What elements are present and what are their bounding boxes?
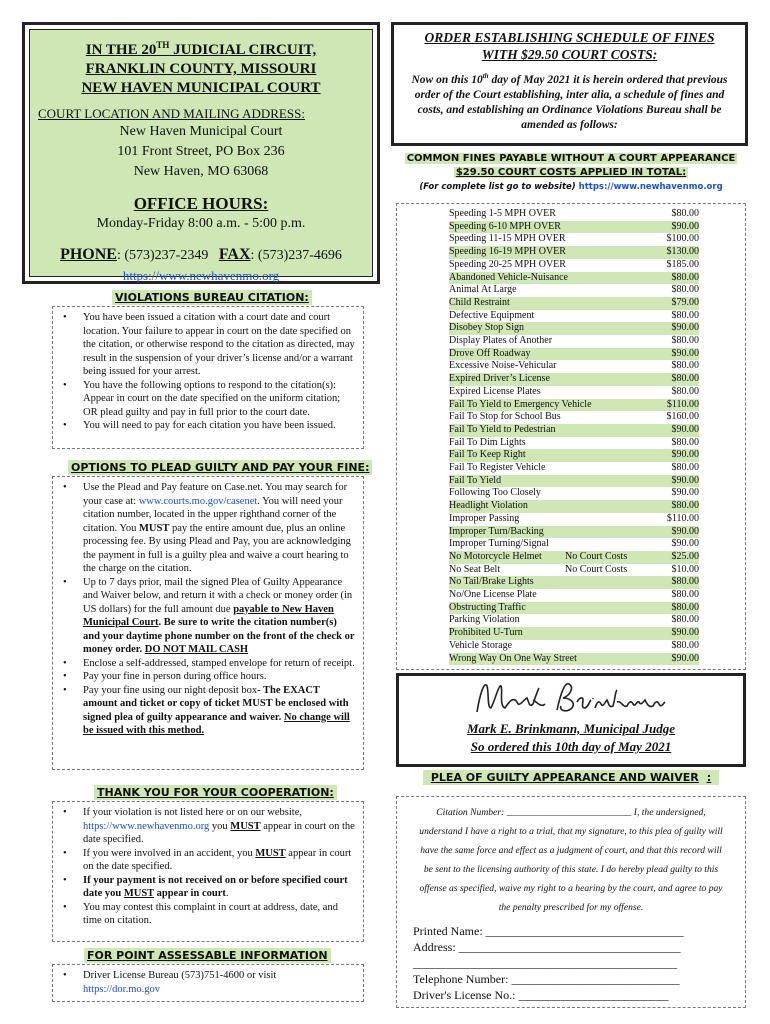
points-heading: FOR POINT ASSESSABLE INFORMATION	[84, 948, 331, 963]
fine-amount: $90.00	[671, 220, 699, 232]
court-address: New Haven Municipal Court 101 Front Street, PO Box 236 New Haven, MO 63068	[117, 124, 285, 179]
fine-row	[449, 360, 699, 373]
fine-amount: $160.00	[666, 411, 699, 423]
violations-box	[52, 306, 364, 449]
points-box	[52, 964, 364, 1002]
fine-row	[449, 602, 699, 615]
phone-fax-line: PHONE: (573)237-2349 FAX: (573)237-4696	[60, 246, 342, 263]
list-item: • If you were involved in an accident, you MUST appear in court on the date specified.	[59, 847, 355, 874]
plea-fields	[405, 923, 737, 1003]
fine-row	[449, 640, 699, 653]
printed-name-field[interactable]: Printed Name: _________________________________	[413, 924, 684, 938]
fine-row	[449, 386, 699, 399]
fine-amount: $80.00	[671, 385, 699, 397]
list-item: • Use the Plead and Pay feature on Case.net. You may search for your case at: www.courts.mo.gov/casenet. You will need your citation number, located in the upper righthand corner of the citation. You MUST pay the entire amount due, plus an online processing fee. By using Plead and Pay, you are acknowledging the payment in full is a guilty plea and waive a court hearing to the charge on the citation.	[59, 481, 355, 576]
fine-amount: $80.00	[671, 639, 699, 651]
fine-row	[449, 221, 699, 234]
fine-violation: Disobey Stop Sign	[449, 322, 525, 334]
fine-violation: Fail To Yield to Pedestrian	[449, 423, 556, 435]
fine-amount: $10.00	[671, 563, 699, 575]
fine-row	[449, 475, 699, 488]
fine-row	[449, 322, 699, 335]
fine-amount: $80.00	[671, 601, 699, 613]
citation-number-field[interactable]: Citation Number: __________________________ I, the undersigned,	[436, 807, 706, 818]
court-title: IN THE 20TH JUDICIAL CIRCUIT, FRANKLIN COUNTY, MISSOURI NEW HAVEN MUNICIPAL COURT	[81, 40, 321, 96]
office-hours: Monday-Friday 8:00 a.m. - 5:00 p.m.	[96, 216, 306, 231]
fine-row	[449, 348, 699, 361]
fine-amount: $80.00	[671, 589, 699, 600]
fine-amount: $130.00	[666, 246, 699, 258]
fine-row	[449, 246, 699, 259]
fines-table	[396, 203, 746, 670]
list-item: • If your payment is not received on or before specified court date you MUST appear in court.	[59, 874, 355, 901]
fine-violation: No Seat Belt	[449, 563, 501, 575]
judge-signature	[469, 678, 669, 720]
thanks-box	[52, 801, 364, 942]
fine-amount: $90.00	[671, 322, 699, 334]
fine-violation: Abandoned Vehicle-Nuisance	[449, 271, 568, 283]
fine-violation: Child Restraint	[449, 296, 510, 308]
fine-row	[449, 627, 699, 640]
fine-row	[449, 310, 699, 323]
fine-amount: $110.00	[666, 512, 699, 524]
fine-violation: Fail To Register Vehicle	[449, 462, 546, 473]
fine-violation: Following Too Closely	[449, 487, 541, 499]
website-link[interactable]: https://www.newhavenmo.org	[83, 820, 210, 832]
fine-row	[449, 233, 699, 246]
fine-amount: $79.00	[671, 296, 699, 308]
plea-heading: PLEA OF GUILTY APPEARANCE AND WAIVER :	[396, 771, 746, 784]
fine-violation: Fail To Dim Lights	[449, 436, 526, 448]
fine-violation: Drove Off Roadway	[449, 347, 531, 359]
telephone-field[interactable]: Telephone Number: ____________________________	[413, 972, 680, 986]
court-info-box	[22, 22, 380, 284]
fine-violation: Obstructing Traffic	[449, 601, 526, 613]
fine-row	[449, 424, 699, 437]
casenet-link[interactable]: www.courts.mo.gov/casenet	[138, 495, 258, 507]
fine-row	[449, 399, 699, 412]
fine-amount: $80.00	[671, 335, 699, 346]
fine-violation: Expired License Plates	[449, 385, 541, 397]
list-item: • You may contest this complaint in court at address, date, and time on citation.	[59, 901, 355, 928]
fine-row	[449, 576, 699, 589]
fine-row	[449, 449, 699, 462]
order-title: ORDER ESTABLISHING SCHEDULE OF FINES WITH $29.50 COURT COSTS:	[424, 30, 715, 62]
fine-amount: $90.00	[671, 474, 699, 486]
fine-violation: No Motorcycle Helmet	[449, 550, 542, 562]
list-item: • Enclose a self-addressed, stamped envelope for return of receipt.	[59, 657, 355, 671]
fine-row	[449, 513, 699, 526]
fine-violation: Fail To Stop for School Bus	[449, 411, 561, 423]
fine-note: No Court Costs	[565, 550, 628, 562]
fine-amount: $80.00	[671, 576, 699, 588]
fine-amount: $80.00	[671, 373, 699, 385]
fine-violation: No Tail/Brake Lights	[449, 576, 534, 588]
fine-amount: $80.00	[671, 309, 699, 321]
fine-row	[449, 564, 699, 577]
drivers-license-field[interactable]: Driver's License No.: _________________________	[413, 988, 669, 1002]
fine-violation: Animal At Large	[449, 284, 517, 296]
dor-link[interactable]: https://dor.mo.gov	[83, 983, 161, 995]
fine-violation: Improper Passing	[449, 512, 520, 524]
address-field[interactable]: Address: _____________________________________	[413, 940, 681, 954]
fine-amount: $100.00	[666, 233, 699, 245]
fine-row	[449, 284, 699, 297]
fines-website-link[interactable]: https://www.newhavenmo.org	[578, 182, 723, 192]
fine-row	[449, 335, 699, 348]
fine-amount: $90.00	[671, 449, 699, 461]
fine-amount: $90.00	[671, 423, 699, 435]
fine-row	[449, 500, 699, 513]
fine-violation: Speeding 1-5 MPH OVER	[449, 208, 556, 219]
fine-violation: Parking Violation	[449, 614, 520, 626]
list-item: • Up to 7 days prior, mail the signed Plea of Guilty Appearance and Waiver below, and return it with a check or money order (in US dollars) for the full amount due payable to New Haven Municipal Court. Be sure to write the citation number(s) and your daytime phone number on the front of the check or money order. DO NOT MAIL CASH	[59, 576, 355, 657]
fine-violation: Defective Equipment	[449, 309, 535, 321]
office-hours-heading: OFFICE HOURS:	[133, 194, 269, 213]
judge-box	[396, 673, 746, 767]
fine-violation: Prohibited U-Turn	[449, 627, 523, 639]
fine-violation: Improper Turning/Signal	[449, 538, 549, 550]
fine-row	[449, 526, 699, 539]
fine-amount: $80.00	[671, 271, 699, 283]
fine-row	[449, 437, 699, 450]
fine-violation: Fail To Yield	[449, 474, 502, 486]
violations-heading: VIOLATIONS BUREAU CITATION:	[112, 290, 312, 305]
order-body: Now on this 10th day of May 2021 it is herein ordered that previous order of the Court establishing, inter alia, a schedule of fines and costs, and establishing an Ordinance Violations Bureau shall be amended as follows:	[411, 72, 728, 131]
fine-row	[449, 373, 699, 386]
list-item: • Driver License Bureau (573)751-4600 or visit https://dor.mo.gov	[59, 969, 355, 996]
fine-violation: Headlight Violation	[449, 500, 528, 512]
fine-violation: Display Plates of Another	[449, 335, 553, 346]
fine-row	[449, 208, 699, 221]
list-item: • You have the following options to respond to the citation(s): Appear in court on the date specified on the uniform citation; OR plead guilty and pay in full prior to the court date.	[59, 379, 355, 420]
fine-violation: Expired Driver’s License	[449, 373, 550, 385]
fine-violation: Fail To Keep Right	[449, 449, 526, 461]
list-item: • Pay your fine using our night deposit box- The EXACT amount and ticket or copy of ticket MUST be enclosed with signed plea of guilty appearance and waiver. No change will be issued with this method.	[59, 684, 355, 738]
plea-form	[396, 796, 746, 1008]
fine-row	[449, 411, 699, 424]
fine-row	[449, 259, 699, 272]
thanks-heading: THANK YOU FOR YOUR COOPERATION:	[94, 785, 337, 800]
fine-amount: $90.00	[671, 347, 699, 359]
options-heading: OPTIONS TO PLEAD GUILTY AND PAY YOUR FINE:	[68, 460, 372, 475]
fine-amount: $90.00	[671, 652, 699, 664]
order-box	[391, 22, 748, 146]
list-item: • Pay your fine in person during office hours.	[59, 670, 355, 684]
fine-amount: $90.00	[671, 627, 699, 639]
fine-amount: $80.00	[671, 614, 699, 626]
fine-amount: $90.00	[671, 487, 699, 499]
fine-violation: Excessive Noise-Vehicular	[449, 360, 557, 372]
court-website-link[interactable]: https://www.newhavenmo.org	[122, 268, 280, 283]
plea-text: Citation Number: __________________________ I, the undersigned, understand I have a right to a trial, that my signature, to this plea of guilty will have the same force and effect as a judgment of court, and that this record will be sent to the licensing authority of this state. I do hereby plead guilty to this offense as specified, waive my right to a hearing by the court, and agree to pay the penalty prescribed for my offense.	[405, 803, 737, 917]
fine-row	[449, 487, 699, 500]
court-location-heading: COURT LOCATION AND MAILING ADDRESS:	[38, 106, 305, 121]
fine-row	[449, 551, 699, 564]
address-field-2[interactable]: ____________________________________________	[413, 956, 677, 970]
fine-row	[449, 272, 699, 285]
fine-amount: $80.00	[671, 436, 699, 448]
fine-amount: $80.00	[671, 360, 699, 372]
list-item: • You will need to pay for each citation you have been issued.	[59, 419, 355, 433]
list-item: • You have been issued a citation with a court date and court location. Your failure to appear in court on the date specified on the citation, or otherwise respond to the citation as directed, may result in the suspension of your driver’s license and/or a warrant being issued for your arrest.	[59, 311, 355, 379]
list-item: • If your violation is not listed here or on our website, https://www.newhavenmo.org you MUST appear in court on the date specified.	[59, 806, 355, 847]
fine-note: No Court Costs	[565, 563, 628, 575]
fine-violation: Speeding 11-15 MPH OVER	[449, 233, 566, 245]
options-box	[52, 476, 364, 770]
fine-amount: $185.00	[666, 258, 699, 270]
fine-violation: Wrong Way On One Way Street	[449, 652, 577, 664]
fine-amount: $80.00	[671, 462, 699, 473]
fine-amount: $110.00	[666, 398, 699, 410]
fine-violation: Speeding 16-19 MPH OVER	[449, 246, 566, 258]
fine-amount: $80.00	[671, 208, 699, 219]
fine-amount: $80.00	[671, 500, 699, 512]
fine-row	[449, 538, 699, 551]
fine-violation: Speeding 6-10 MPH OVER	[449, 220, 561, 232]
judge-name: Mark E. Brinkmann, Municipal Judge So ordered this 10th day of May 2021	[466, 721, 676, 754]
fine-row	[449, 297, 699, 310]
fine-row	[449, 614, 699, 627]
fine-amount: $25.00	[671, 550, 699, 562]
fine-row	[449, 462, 699, 475]
fines-heading: COMMON FINES PAYABLE WITHOUT A COURT APPEARANCE $29.50 COURT COSTS APPLIED IN TOTAL: (For complete list go to website) https://www.newhavenmo.org	[406, 153, 736, 192]
fine-violation: Improper Turn/Backing	[449, 525, 544, 537]
fine-amount: $90.00	[671, 525, 699, 537]
fine-violation: Speeding 20-25 MPH OVER	[449, 258, 566, 270]
fine-amount: $90.00	[671, 538, 699, 550]
fine-row	[449, 653, 699, 666]
fine-amount: $80.00	[671, 284, 699, 296]
fine-row	[449, 589, 699, 602]
fine-violation: Vehicle Storage	[449, 639, 513, 651]
fine-violation: Fail To Yield to Emergency Vehicle	[449, 398, 592, 410]
fine-violation: No/One License Plate	[449, 589, 537, 600]
